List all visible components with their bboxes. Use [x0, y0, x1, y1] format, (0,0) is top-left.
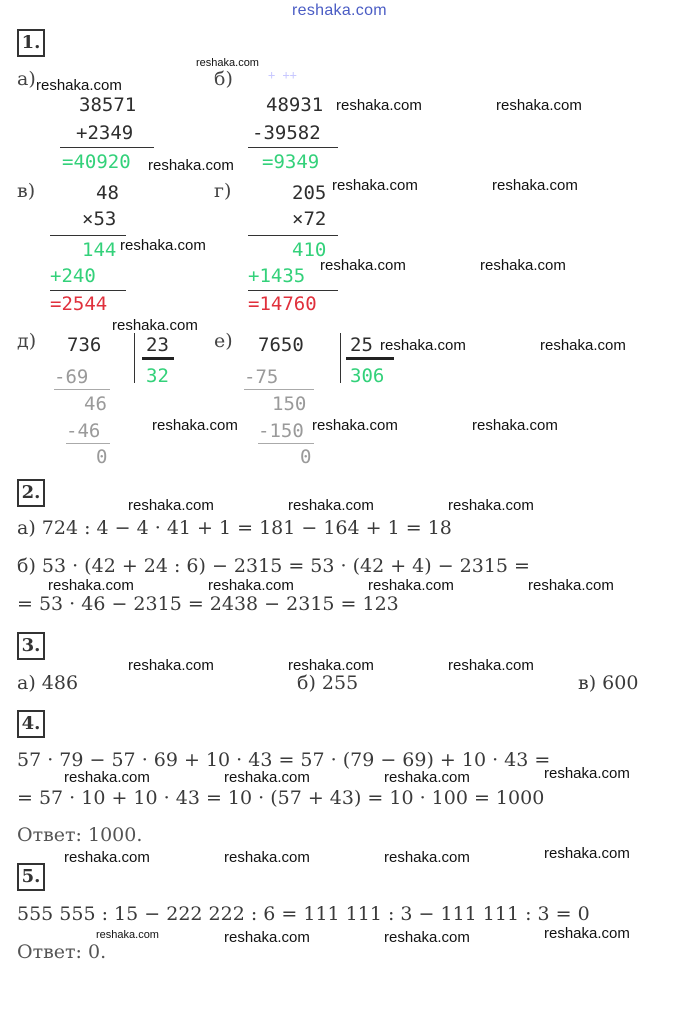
ex3-answer-b: б) 255	[297, 672, 359, 694]
ex1-v-bottom: ×53	[82, 208, 117, 230]
ex1-b-line	[248, 147, 338, 148]
watermark: reshaka.com	[544, 765, 630, 782]
ex1-v-line2	[50, 290, 126, 291]
ex1-d-dividend: 736	[67, 334, 102, 356]
ex1-v-result: =2544	[50, 293, 108, 315]
ex4-line1: 57 · 79 − 57 · 69 + 10 · 43 = 57 · (79 − 69) + 10 · 43 =	[17, 749, 551, 771]
ex1-g-line1	[248, 235, 338, 236]
watermark: reshaka.com	[544, 925, 630, 942]
watermark: reshaka.com	[96, 929, 159, 941]
ex1-g-result: =14760	[248, 293, 317, 315]
watermark: reshaka.com	[120, 237, 206, 254]
ex1-d-sub1-line	[54, 389, 110, 390]
watermark: reshaka.com	[320, 257, 406, 274]
watermark: reshaka.com	[224, 849, 310, 866]
watermark: reshaka.com	[384, 929, 470, 946]
ex1-e-divisor: 25	[350, 334, 373, 356]
watermark: reshaka.com	[112, 317, 198, 334]
ex1-e-label: е)	[214, 330, 233, 352]
watermark: reshaka.com	[528, 577, 614, 594]
watermark: reshaka.com	[448, 657, 534, 674]
watermark: reshaka.com	[64, 769, 150, 786]
ex3-answer-v: в) 600	[578, 672, 639, 694]
ex4-line2: = 57 · 10 + 10 · 43 = 10 · (57 + 43) = 10 · 100 = 1000	[17, 787, 545, 809]
ex1-a-bottom: +2349	[76, 122, 134, 144]
exercise-5-number: 5.	[17, 863, 45, 891]
ex1-e-bracket	[340, 333, 341, 383]
exercise-4-number: 4.	[17, 710, 45, 738]
watermark: reshaka.com	[288, 497, 374, 514]
ex1-e-sub2-line	[258, 443, 314, 444]
watermark: reshaka.com	[384, 849, 470, 866]
watermark: reshaka.com	[152, 417, 238, 434]
watermark: reshaka.com	[492, 177, 578, 194]
site-header-link[interactable]: reshaka.com	[292, 2, 387, 19]
ex5-answer: Ответ: 0.	[17, 941, 107, 963]
watermark: reshaka.com	[480, 257, 566, 274]
ex1-a-result: =40920	[62, 151, 131, 173]
ex1-e-sub1: -75	[244, 366, 279, 388]
watermark: reshaka.com	[208, 577, 294, 594]
ex1-d-sub2-line	[66, 443, 110, 444]
ex1-e-rem1: 150	[272, 393, 307, 415]
watermark: reshaka.com	[544, 845, 630, 862]
ex4-answer: Ответ: 1000.	[17, 824, 143, 846]
ex1-a-top: 38571	[79, 94, 137, 116]
ex1-d-rem2: 0	[96, 446, 108, 468]
watermark: reshaka.com	[368, 577, 454, 594]
watermark: reshaka.com	[288, 657, 374, 674]
ex1-e-dividend: 7650	[258, 334, 304, 356]
ex1-e-quotient: 306	[350, 365, 385, 387]
ex1-v-p1: 144	[82, 239, 117, 261]
watermark: reshaka.com	[128, 497, 214, 514]
ex1-d-divisor: 23	[146, 334, 169, 356]
ex1-v-line1	[50, 235, 126, 236]
watermark: reshaka.com	[380, 337, 466, 354]
watermark: reshaka.com	[64, 849, 150, 866]
watermark: reshaka.com	[540, 337, 626, 354]
exercise-3-number: 3.	[17, 632, 45, 660]
ex5-line1: 555 555 : 15 − 222 222 : 6 = 111 111 : 3 − 111 111 : 3 = 0	[17, 903, 590, 925]
ex1-b-bottom: -39582	[252, 122, 321, 144]
exercise-1-number: 1.	[17, 29, 45, 57]
ex1-a-line	[60, 147, 154, 148]
ex1-b-faint-marks: + ++	[268, 68, 297, 82]
ex2-line-b1: б) 53 · (42 + 24 : 6) − 2315 = 53 · (42 + 4) − 2315 =	[17, 555, 530, 577]
ex1-d-divisor-line	[142, 357, 174, 360]
ex2-line-a: а) 724 : 4 − 4 · 41 + 1 = 181 − 164 + 1 = 18	[17, 517, 452, 539]
ex1-b-result: =9349	[262, 151, 320, 173]
ex1-e-rem2: 0	[300, 446, 312, 468]
watermark: reshaka.com	[312, 417, 398, 434]
watermark: reshaka.com	[48, 577, 134, 594]
ex3-answer-a: а) 486	[17, 672, 79, 694]
watermark: reshaka.com	[196, 57, 259, 69]
ex1-b-label: б)	[214, 68, 233, 90]
ex1-v-top: 48	[96, 182, 119, 204]
watermark: reshaka.com	[224, 769, 310, 786]
ex1-e-divisor-line	[346, 357, 394, 360]
watermark: reshaka.com	[148, 157, 234, 174]
ex1-d-rem1: 46	[84, 393, 107, 415]
ex1-g-line2	[248, 290, 338, 291]
ex1-e-sub2: -150	[258, 420, 304, 442]
watermark: reshaka.com	[224, 929, 310, 946]
watermark: reshaka.com	[332, 177, 418, 194]
ex1-e-sub1-line	[244, 389, 314, 390]
ex1-d-quotient: 32	[146, 365, 169, 387]
ex2-line-b2: = 53 · 46 − 2315 = 2438 − 2315 = 123	[17, 593, 399, 615]
ex1-g-label: г)	[214, 180, 232, 202]
watermark: reshaka.com	[448, 497, 534, 514]
ex1-g-bottom: ×72	[292, 208, 327, 230]
exercise-2-number: 2.	[17, 479, 45, 507]
watermark: reshaka.com	[496, 97, 582, 114]
ex1-d-bracket	[134, 333, 135, 383]
watermark: reshaka.com	[336, 97, 422, 114]
ex1-g-p2: +1435	[248, 265, 306, 287]
ex1-d-sub2: -46	[66, 420, 101, 442]
ex1-d-sub1: -69	[54, 366, 89, 388]
ex1-g-p1: 410	[292, 239, 327, 261]
watermark: reshaka.com	[128, 657, 214, 674]
ex1-b-top: 48931	[266, 94, 324, 116]
ex1-d-label: д)	[17, 330, 37, 352]
watermark: reshaka.com	[384, 769, 470, 786]
ex1-v-label: в)	[17, 180, 36, 202]
ex1-a-label: а)	[17, 68, 36, 90]
ex1-v-p2: +240	[50, 265, 96, 287]
watermark: reshaka.com	[36, 77, 122, 94]
ex1-g-top: 205	[292, 182, 327, 204]
watermark: reshaka.com	[472, 417, 558, 434]
